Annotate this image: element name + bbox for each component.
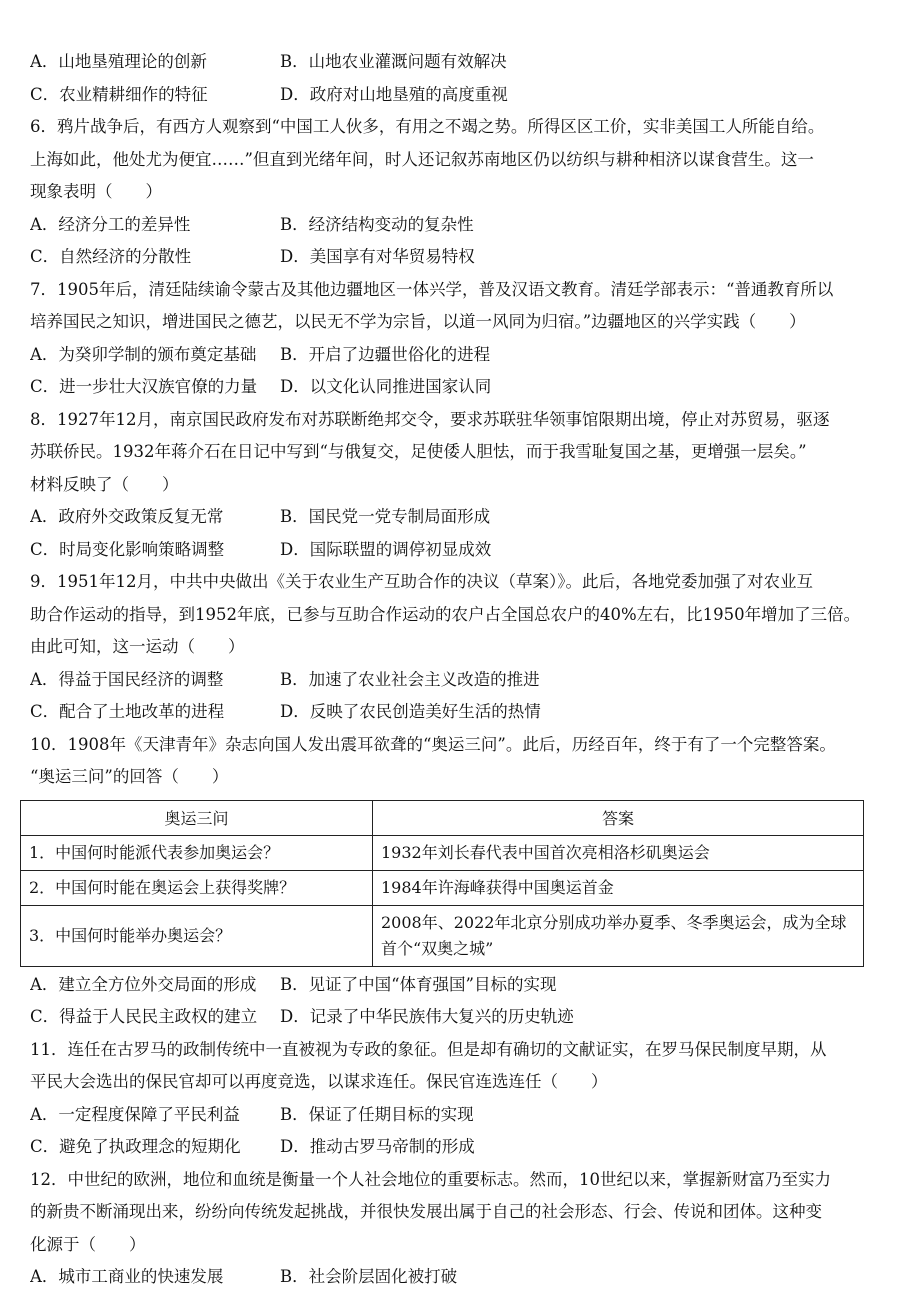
option-right: B．社会阶层固化被打破 (280, 1267, 458, 1286)
option-right: B．山地农业灌溉问题有效解决 (280, 52, 507, 71)
answer-options-row (30, 371, 875, 404)
question-text-line: 6．鸦片战争后，有西方人观察到“中国工人伙多，有用之不竭之势。所得区区工价，实非美国工人所能自给。 (30, 117, 825, 136)
question-text-line: 现象表明（ ） (30, 182, 162, 201)
question-text-line: 平民大会选出的保民官却可以再度竞选，以谋求连任。保民官连选连任（ ） (30, 1072, 608, 1091)
table-cell: 1．中国何时能派代表参加奥运会？ (21, 835, 373, 870)
question-text-line: 苏联侨民。1932年蒋介石在日记中写到“与俄复交，足使倭人胆怯，而于我雪耻复国之基，更增强一层矣。” (30, 442, 807, 461)
option-left: A．山地垦殖理论的创新 (30, 52, 207, 71)
exam-page (30, 46, 875, 1294)
question-text-line: 11．连任在古罗马的政制传统中一直被视为专政的象征。但是却有确切的文献证实，在罗马保民制度早期，从 (30, 1039, 827, 1059)
option-left: C．自然经济的分散性 (30, 247, 192, 266)
option-right: D．推动古罗马帝制的形成 (280, 1137, 475, 1156)
answer-options-row (30, 969, 875, 1002)
question-text-line: 8．1927年12月，南京国民政府发布对苏联断绝邦交令，要求苏联驻华领事馆限期出境，停止对苏贸易，驱逐 (30, 409, 830, 429)
option-right: D．美国享有对华贸易特权 (280, 247, 475, 266)
answer-options-row (30, 1099, 875, 1132)
option-left: A．城市工商业的快速发展 (30, 1267, 224, 1286)
option-left: A．经济分工的差异性 (30, 214, 191, 234)
table-row (21, 870, 864, 905)
option-left: C．进一步壮大汉族官僚的力量 (30, 377, 258, 396)
question-text-line: 的新贵不断涌现出来，纷纷向传统发起挑战，并很快发展出属于自己的社会形态、行会、传说和团体。这种变 (30, 1202, 822, 1221)
option-right: D．国际联盟的调停初显成效 (280, 539, 492, 559)
option-right: B．加速了农业社会主义改造的推进 (280, 669, 540, 689)
option-left: C．时局变化影响策略调整 (30, 539, 225, 559)
table-header-cell: 奥运三问 (21, 800, 373, 835)
question-text-line: 助合作运动的指导，到1952年底，已参与互助合作运动的农户占全国总农户的40%左右，比1950年增加了三倍。 (30, 604, 861, 624)
option-right: D．政府对山地垦殖的高度重视 (280, 84, 508, 104)
option-left: A．一定程度保障了平民利益 (30, 1104, 240, 1124)
table-row (21, 905, 864, 966)
table-header-row (21, 800, 864, 835)
table-cell: 1932年刘长春代表中国首次亮相洛杉矶奥运会 (373, 835, 864, 870)
option-right: B．开启了边疆世俗化的进程 (280, 344, 491, 364)
option-right: B．国民党一党专制局面形成 (280, 507, 491, 526)
table-cell: 3．中国何时能举办奥运会？ (21, 905, 373, 966)
question-text-line: 材料反映了（ ） (30, 474, 179, 494)
option-right: D．记录了中华民族伟大复兴的历史轨迹 (280, 1007, 574, 1026)
answer-options-row (30, 46, 875, 79)
option-right: B．保证了任期目标的实现 (280, 1104, 474, 1124)
table-cell: 2008年、2022年北京分别成功举办夏季、冬季奥运会，成为全球首个“双奥之城” (373, 905, 864, 966)
question-text-line: 12．中世纪的欧洲，地位和血统是衡量一个人社会地位的重要标志。然而，10世纪以来，掌握新财富乃至实力 (30, 1169, 831, 1189)
option-left: A．政府外交政策反复无常 (30, 507, 224, 526)
table-cell: 1984年许海峰获得中国奥运首金 (373, 870, 864, 905)
answer-options-row (30, 696, 875, 729)
table-row (21, 835, 864, 870)
table-cell: 2．中国何时能在奥运会上获得奖牌？ (21, 870, 373, 905)
question-text-line: 10．1908年《天津青年》杂志向国人发出震耳欲聋的“奥运三问”。此后，历经百年，终于有了一个完整答案。 (30, 734, 836, 754)
option-left: A．为癸卯学制的颁布奠定基础 (30, 344, 257, 364)
answer-options-row (30, 209, 875, 242)
option-right: B．见证了中国“体育强国”目标的实现 (280, 974, 557, 994)
question-text-line: 由此可知，这一运动（ ） (30, 637, 245, 656)
option-right: D．以文化认同推进国家认同 (280, 377, 492, 396)
option-left: C．避免了执政理念的短期化 (30, 1137, 241, 1156)
olympic-questions-table (20, 800, 864, 967)
answer-options-row (30, 534, 875, 567)
option-right: B．经济结构变动的复杂性 (280, 214, 474, 234)
answer-options-row (30, 1131, 875, 1164)
question-text-line: “奥运三问”的回答（ ） (30, 767, 229, 786)
question-text-line: 9．1951年12月，中共中央做出《关于农业生产互助合作的决议（草案）》。此后，各地党委加强了对农业互 (30, 572, 813, 591)
option-left: C．农业精耕细作的特征 (30, 84, 208, 104)
question-text-line: 培养国民之知识，增进国民之德艺，以民无不学为宗旨，以道一风同为归宿。”边疆地区的兴学实践（ ） (30, 312, 806, 331)
answer-options-row (30, 1261, 875, 1294)
option-left: C．得益于人民民主政权的建立 (30, 1007, 258, 1026)
answer-options-row (30, 339, 875, 372)
option-left: C．配合了土地改革的进程 (30, 702, 225, 721)
question-text-line: 上海如此，他处尤为便宜……”但直到光绪年间，时人还记叙苏南地区仍以纺织与耕种相济以谋食营生。这一 (30, 149, 814, 169)
answer-options-row (30, 241, 875, 274)
option-left: A．得益于国民经济的调整 (30, 669, 224, 689)
table-header-cell: 答案 (373, 800, 864, 835)
option-left: A．建立全方位外交局面的形成 (30, 974, 257, 994)
answer-options-row (30, 79, 875, 112)
option-right: D．反映了农民创造美好生活的热情 (280, 702, 541, 721)
answer-options-row (30, 501, 875, 534)
question-text-line: 化源于（ ） (30, 1234, 146, 1254)
answer-options-row (30, 664, 875, 697)
answer-options-row (30, 1001, 875, 1034)
question-text-line: 7．1905年后，清廷陆续谕令蒙古及其他边疆地区一体兴学，普及汉语文教育。清廷学部表示：“普通教育所以 (30, 279, 834, 299)
